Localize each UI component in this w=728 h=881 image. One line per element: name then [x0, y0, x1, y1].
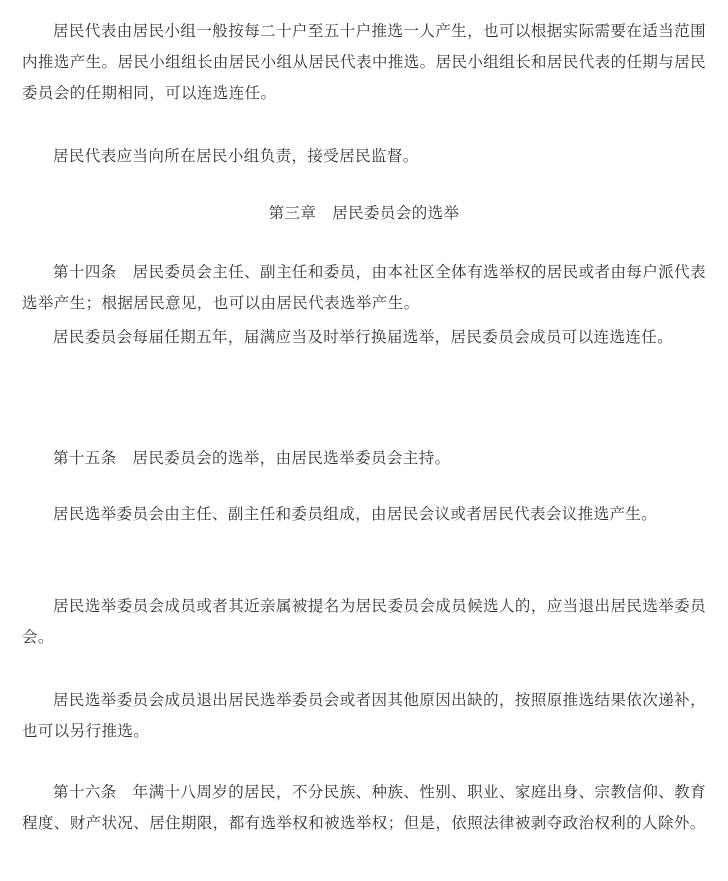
paragraph: 居民选举委员会成员或者其近亲属被提名为居民委员会成员候选人的，应当退出居民选举委员会。 — [22, 597, 706, 646]
paragraph: 居民代表由居民小组一般按每二十户至五十户推选一人产生，也可以根据实际需要在适当范围内推选产生。居民小组组长由居民小组从居民代表中推选。居民小组组长和居民代表的任期与居民委员会的任期相同，可以连选连任。 — [22, 22, 706, 102]
paragraph: 居民选举委员会由主任、副主任和委员组成，由居民会议或者居民代表会议推选产生。 — [53, 505, 658, 523]
paragraph: 居民委员会每届任期五年，届满应当及时举行换届选举，居民委员会成员可以连选连任。 — [53, 328, 674, 346]
paragraph-article-14: 第十四条 居民委员会主任、副主任和委员，由本社区全体有选举权的居民或者由每户派代表选举产生；根据居民意见，也可以由居民代表选举产生。 — [22, 263, 706, 312]
paragraph: 居民代表应当向所在居民小组负责，接受居民监督。 — [53, 147, 419, 165]
chapter-heading: 第三章 居民委员会的选举 — [268, 204, 460, 222]
paragraph: 居民选举委员会成员退出居民选举委员会或者因其他原因出缺的，按照原推选结果依次递补，也可以另行推选。 — [22, 691, 706, 740]
paragraph-article-16: 第十六条 年满十八周岁的居民，不分民族、种族、性别、职业、家庭出身、宗教信仰、教育程度、财产状况、居住期限，都有选举权和被选举权；但是，依照法律被剥夺政治权利的人除外。 — [22, 783, 706, 832]
paragraph-article-15: 第十五条 居民委员会的选举，由居民选举委员会主持。 — [53, 449, 451, 467]
